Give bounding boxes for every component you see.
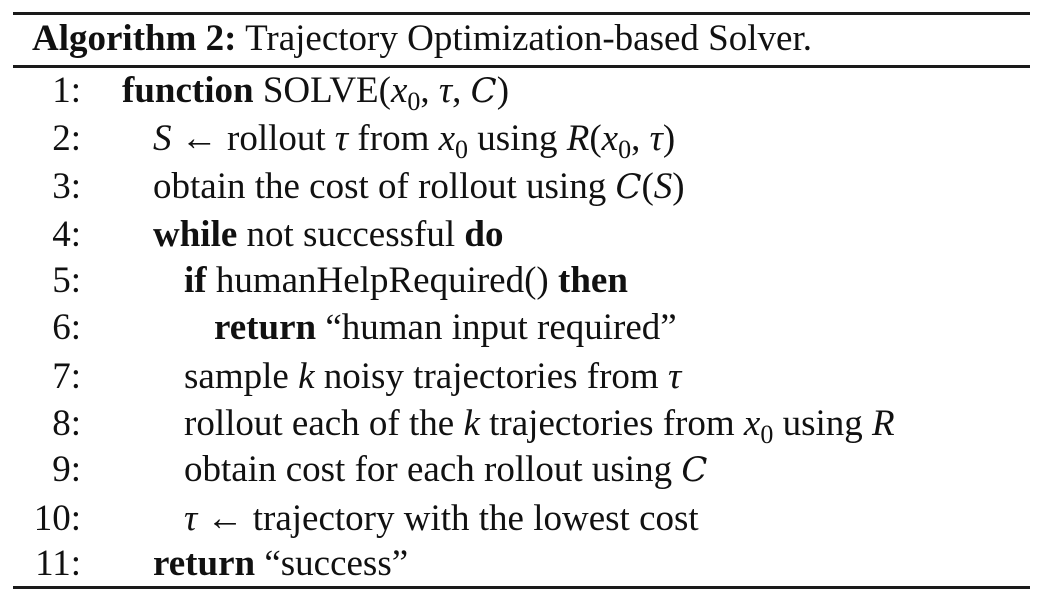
keyword-while: while: [153, 214, 238, 255]
subscript-0: 0: [760, 420, 774, 449]
line-code: [184, 354, 681, 400]
algorithm-line-8: [0, 401, 1039, 447]
line-number: 5:: [52, 260, 81, 301]
line-number: 4:: [52, 214, 81, 255]
text-obtain-cost: obtain the cost of rollout using: [153, 166, 616, 207]
line-number: 9:: [52, 449, 81, 490]
var-x: x: [601, 118, 619, 159]
algorithm-line-1: [0, 68, 1039, 114]
keyword-if: if: [184, 260, 207, 301]
text-using: using: [468, 118, 567, 159]
text-sample: sample: [184, 356, 299, 397]
algorithm-line-7: [0, 354, 1039, 400]
text-human-help: humanHelpRequired(): [206, 260, 559, 301]
bottom-rule: [13, 586, 1030, 589]
keyword-return: return: [153, 543, 256, 584]
assign-arrow: ←: [197, 498, 253, 539]
var-k: k: [298, 356, 315, 397]
line-code: [153, 212, 503, 258]
line-number: 8:: [52, 403, 81, 444]
var-k: k: [463, 403, 480, 444]
keyword-do: do: [464, 214, 504, 255]
close-paren: ): [496, 70, 510, 111]
line-number: 6:: [52, 307, 81, 348]
var-r: R: [566, 118, 590, 159]
line-code: [153, 541, 408, 587]
line-code: [184, 258, 628, 304]
var-tau: τ: [649, 118, 663, 159]
subscript-0: 0: [455, 135, 469, 164]
open-paren: (: [641, 166, 654, 207]
line-number: 1:: [52, 70, 81, 111]
text-noisy-traj: noisy trajectories from: [314, 356, 668, 397]
open-paren: (: [589, 118, 602, 159]
assign-arrow: ←: [171, 118, 227, 159]
line-number: 3:: [52, 166, 81, 207]
var-x: x: [743, 403, 761, 444]
comma: ,: [452, 70, 471, 111]
algorithm-line-3: [0, 164, 1039, 210]
var-x: x: [438, 118, 456, 159]
solve-name: SOLVE(: [262, 70, 391, 111]
algorithm-line-2: [0, 116, 1039, 162]
keyword-function: function: [122, 70, 254, 111]
algorithm-line-11: [0, 541, 1039, 587]
algorithm-line-10: [0, 496, 1039, 542]
subscript-0: 0: [407, 87, 421, 116]
keyword-return: return: [214, 307, 317, 348]
var-tau: τ: [334, 118, 349, 159]
var-cal-c: C: [470, 71, 497, 111]
line-code: [184, 496, 699, 542]
keyword-then: then: [558, 260, 628, 301]
subscript-0: 0: [618, 135, 632, 164]
algorithm-line-9: [0, 447, 1039, 493]
text-success: “success”: [255, 543, 409, 584]
var-tau: τ: [438, 70, 453, 111]
text-obtain-cost-each: obtain cost for each rollout using: [184, 449, 682, 490]
algorithm-label: Algorithm 2:: [32, 18, 237, 59]
close-paren: ): [672, 166, 685, 207]
line-number: 7:: [52, 356, 81, 397]
line-number: 2:: [52, 118, 81, 159]
var-tau: τ: [667, 356, 682, 397]
line-number: 11:: [35, 543, 81, 584]
text-human-input: “human input required”: [316, 307, 677, 348]
text-not-successful: not successful: [237, 214, 465, 255]
close-paren: ): [662, 118, 676, 159]
line-code: [184, 447, 707, 493]
comma: ,: [420, 70, 439, 111]
text-rollout-each: rollout each of the: [184, 403, 464, 444]
comma: ,: [631, 118, 650, 159]
var-r: R: [872, 403, 895, 444]
line-code: [153, 164, 685, 210]
line-code: [214, 305, 677, 351]
text-traj-lowest: trajectory with the lowest cost: [252, 498, 699, 539]
text-trajs-from: trajectories from: [479, 403, 744, 444]
var-x: x: [390, 70, 408, 111]
text-using: using: [773, 403, 873, 444]
var-s: S: [153, 118, 172, 159]
var-tau: τ: [184, 498, 198, 539]
text-from: from: [348, 118, 439, 159]
line-number: 10:: [33, 498, 81, 539]
algorithm-title: Trajectory Optimization-based Solver.: [245, 18, 812, 59]
var-cal-c: C: [681, 450, 708, 490]
text-rollout: rollout: [227, 118, 335, 159]
algorithm-line-4: [0, 212, 1039, 258]
algorithm-line-5: [0, 258, 1039, 304]
algorithm-line-6: [0, 305, 1039, 351]
var-s: S: [653, 166, 673, 207]
var-cal-c: C: [615, 167, 642, 207]
algorithm-caption: [32, 14, 812, 64]
